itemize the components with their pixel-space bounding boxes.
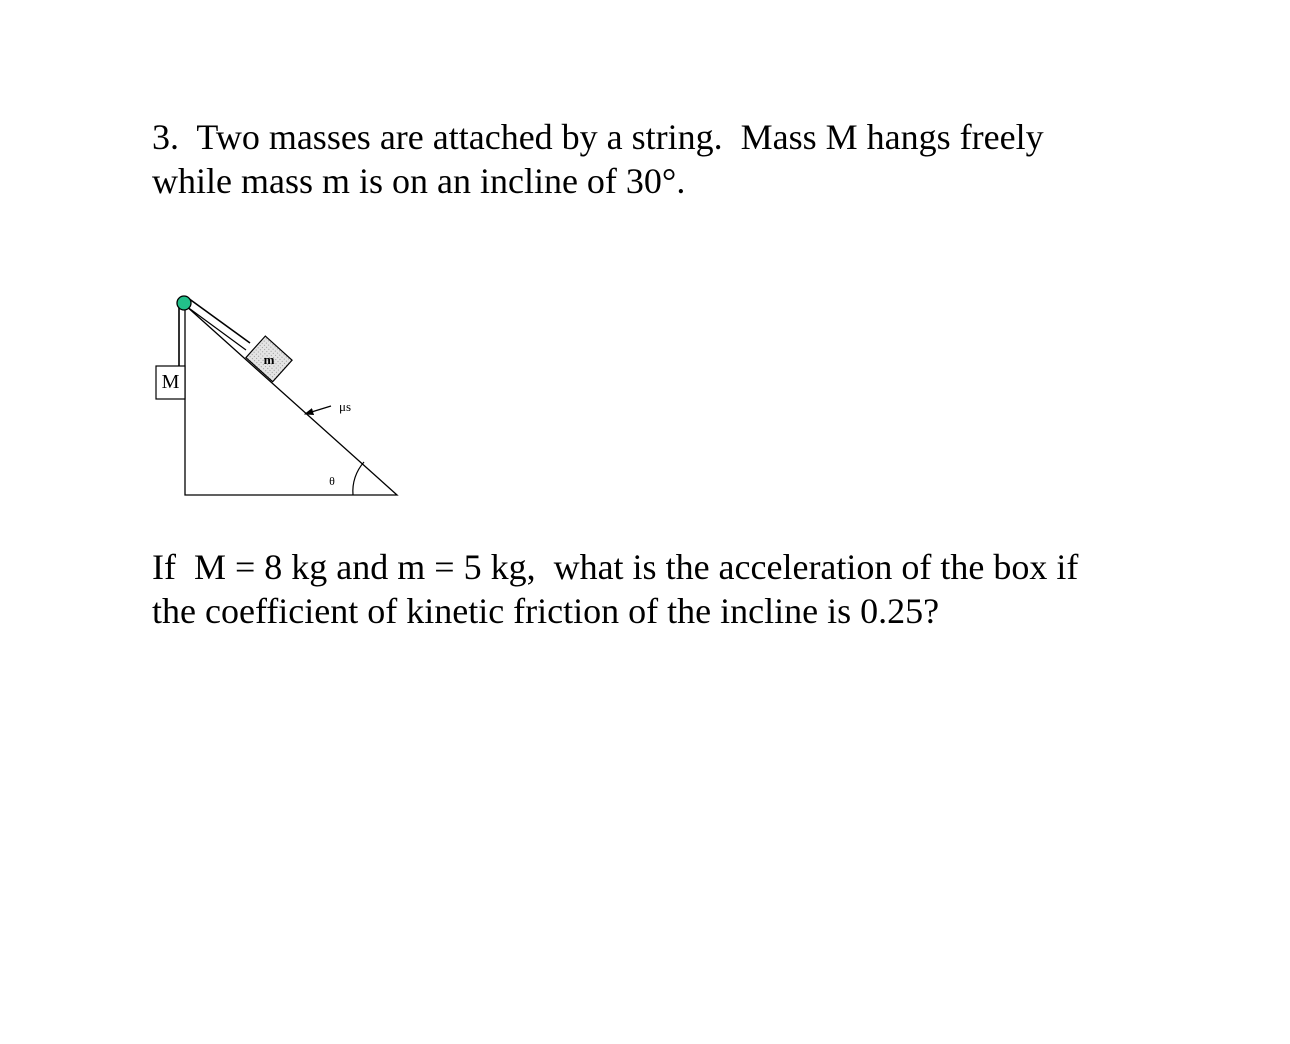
incline-triangle <box>185 305 397 495</box>
problem-intro <box>152 115 1044 203</box>
incline-string-inner <box>186 306 246 350</box>
problem-question <box>152 545 1078 633</box>
intro-line-1: 3. Two masses are attached by a string. Mass M hangs freely <box>152 117 1044 157</box>
question-line-1: If M = 8 kg and m = 5 kg, what is the acceleration of the box if <box>152 547 1079 587</box>
angle-arc <box>353 462 364 495</box>
block-mass-label: m <box>263 352 275 367</box>
angle-label: θ <box>329 474 335 488</box>
question-line-2: the coefficient of kinetic friction of the incline is 0.25? <box>152 591 940 631</box>
hanging-mass-label: M <box>161 371 180 393</box>
incline-diagram <box>150 290 410 505</box>
intro-line-2: while mass m is on an incline of 30°. <box>152 161 686 201</box>
pulley <box>177 296 191 310</box>
friction-label: μs <box>339 399 352 414</box>
friction-arrow <box>305 406 331 414</box>
